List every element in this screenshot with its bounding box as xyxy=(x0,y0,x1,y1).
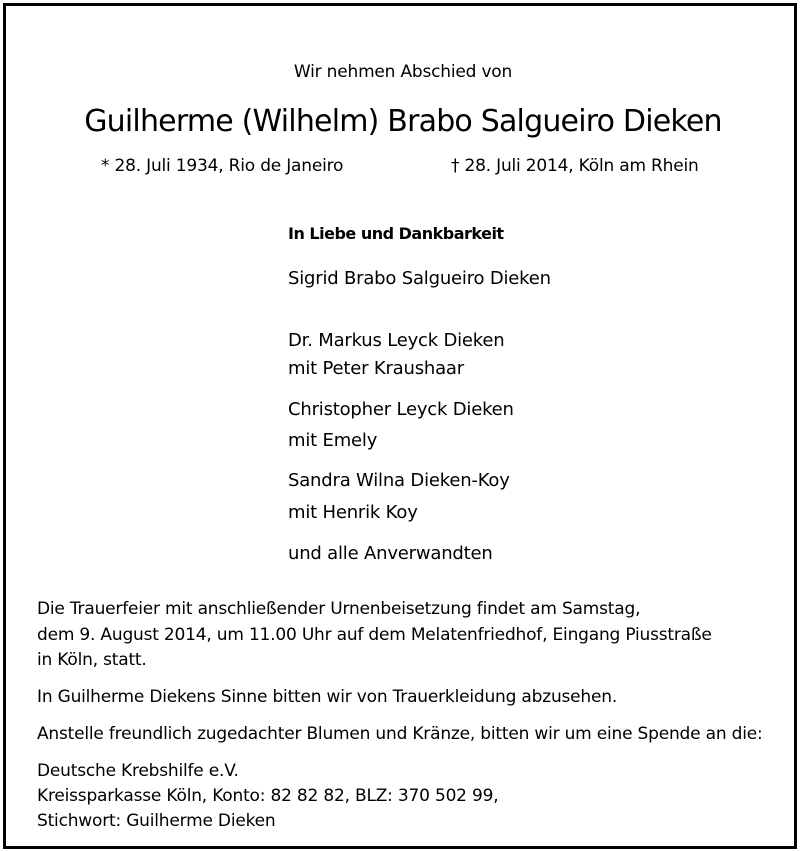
mourner-widow: Sigrid Brabo Salgueiro Dieken xyxy=(288,268,551,289)
dress-code-note: In Guilherme Diekens Sinne bitten wir von Trauerkleidung abzusehen. xyxy=(37,687,618,707)
mourner-partner: mit Henrik Koy xyxy=(288,502,418,523)
mourner-partner: mit Peter Kraushaar xyxy=(288,358,464,379)
obituary-notice xyxy=(3,3,797,849)
birth-info: * 28. Juli 1934, Rio de Janeiro xyxy=(101,156,344,176)
donation-bank: Kreissparkasse Köln, Konto: 82 82 82, BLZ: 370 502 99, xyxy=(37,786,499,806)
donation-keyword: Stichwort: Guilherme Dieken xyxy=(37,811,276,831)
mourner-relatives: und alle Anverwandten xyxy=(288,543,493,564)
mourners-heading: In Liebe und Dankbarkeit xyxy=(288,224,504,243)
donation-request: Anstelle freundlich zugedachter Blumen und Kränze, bitten wir um eine Spende an die: xyxy=(37,724,763,744)
mourner-partner: mit Emely xyxy=(288,430,378,451)
death-info: † 28. Juli 2014, Köln am Rhein xyxy=(451,156,699,176)
deceased-name: Guilherme (Wilhelm) Brabo Salgueiro Dieken xyxy=(84,104,722,139)
mourner-name: Sandra Wilna Dieken-Koy xyxy=(288,470,510,491)
ceremony-line: Die Trauerfeier mit anschließender Urnenbeisetzung findet am Samstag, xyxy=(37,599,641,619)
ceremony-line: dem 9. August 2014, um 11.00 Uhr auf dem Melatenfriedhof, Eingang Piusstraße xyxy=(37,625,712,645)
intro-line: Wir nehmen Abschied von xyxy=(293,62,513,82)
ceremony-line: in Köln, statt. xyxy=(37,650,147,670)
donation-recipient: Deutsche Krebshilfe e.V. xyxy=(37,761,239,781)
mourner-name: Dr. Markus Leyck Dieken xyxy=(288,330,505,351)
mourner-name: Christopher Leyck Dieken xyxy=(288,399,514,420)
